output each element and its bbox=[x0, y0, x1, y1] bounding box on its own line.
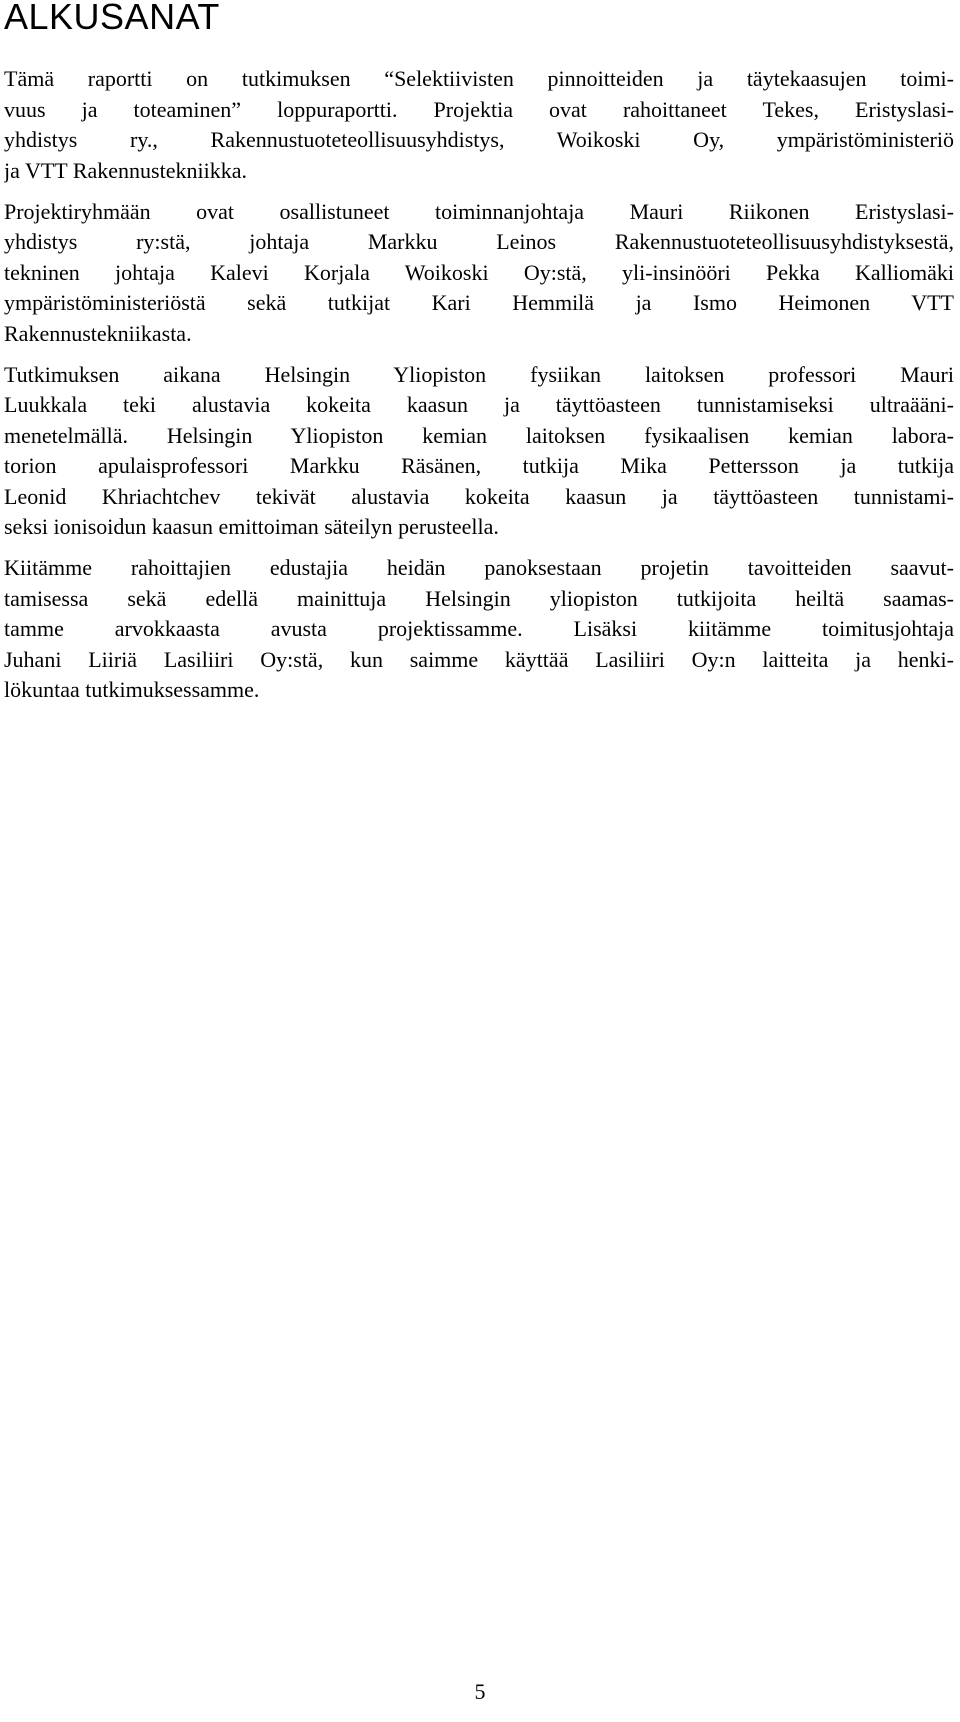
text-line: seksi ionisoidun kaasun emittoiman säteilyn perusteella. bbox=[4, 514, 499, 539]
text-line: lökuntaa tutkimuksessamme. bbox=[4, 677, 260, 702]
page-number: 5 bbox=[474, 1679, 486, 1704]
text-line: yhdistys ry., Rakennustuoteteollisuusyhdistys, Woikoski Oy, ympäristöministeriö bbox=[4, 127, 954, 152]
paragraph-project-group bbox=[4, 197, 954, 350]
text-line: Tämä raportti on tutkimuksen “Selektiivisten pinnoitteiden ja täytekaasujen toimi- bbox=[4, 66, 954, 91]
text-line: Projektiryhmään ovat osallistuneet toiminnanjohtaja Mauri Riikonen Eristyslasi- bbox=[4, 198, 954, 224]
text-line: menetelmällä. Helsingin Yliopiston kemian laitoksen fysikaalisen kemian labora- bbox=[4, 422, 954, 448]
text-line: ja VTT Rakennustekniikka. bbox=[4, 157, 247, 183]
text-line: torion apulaisprofessori Markku Räsänen, tutkija Mika Pettersson ja tutkija bbox=[4, 453, 954, 478]
text-line: ympäristöministeriöstä sekä tutkijat Kari Hemmilä ja Ismo Heimonen VTT bbox=[4, 290, 954, 315]
text-line: yhdistys ry:stä, johtaja Markku Leinos Rakennustuoteteollisuusyhdistyksestä, bbox=[4, 229, 954, 254]
text-line: Rakennustekniikasta. bbox=[4, 320, 192, 346]
text-line: tekninen johtaja Kalevi Korjala Woikoski Oy:stä, yli-insinööri Pekka Kalliomäki bbox=[4, 259, 954, 285]
paragraph-research bbox=[4, 360, 954, 543]
paragraph-acknowledgements bbox=[4, 553, 954, 706]
text-line: Kiitämme rahoittajien edustajia heidän panoksestaan projetin tavoitteiden saavut- bbox=[4, 555, 954, 580]
text-line: Luukkala teki alustavia kokeita kaasun ja täyttöasteen tunnistamiseksi ultraääni- bbox=[4, 392, 954, 417]
text-line: Juhani Liiriä Lasiliiri Oy:stä, kun saimme käyttää Lasiliiri Oy:n laitteita ja henki- bbox=[4, 646, 954, 672]
page-title: ALKUSANAT bbox=[4, 0, 220, 37]
text-line: Leonid Khriachtchev tekivät alustavia kokeita kaasun ja täyttöasteen tunnistami- bbox=[4, 483, 954, 509]
paragraph-funding bbox=[4, 64, 954, 186]
text-line: tamisessa sekä edellä mainittuja Helsingin yliopiston tutkijoita heiltä saamas- bbox=[4, 585, 954, 611]
text-line: tamme arvokkaasta avusta projektissamme. Lisäksi kiitämme toimitusjohtaja bbox=[4, 616, 954, 641]
text-line: Tutkimuksen aikana Helsingin Yliopiston fysiikan laitoksen professori Mauri bbox=[4, 361, 954, 387]
document-body bbox=[4, 64, 954, 716]
text-line: vuus ja toteaminen” loppuraportti. Projektia ovat rahoittaneet Tekes, Eristyslasi- bbox=[4, 96, 954, 122]
